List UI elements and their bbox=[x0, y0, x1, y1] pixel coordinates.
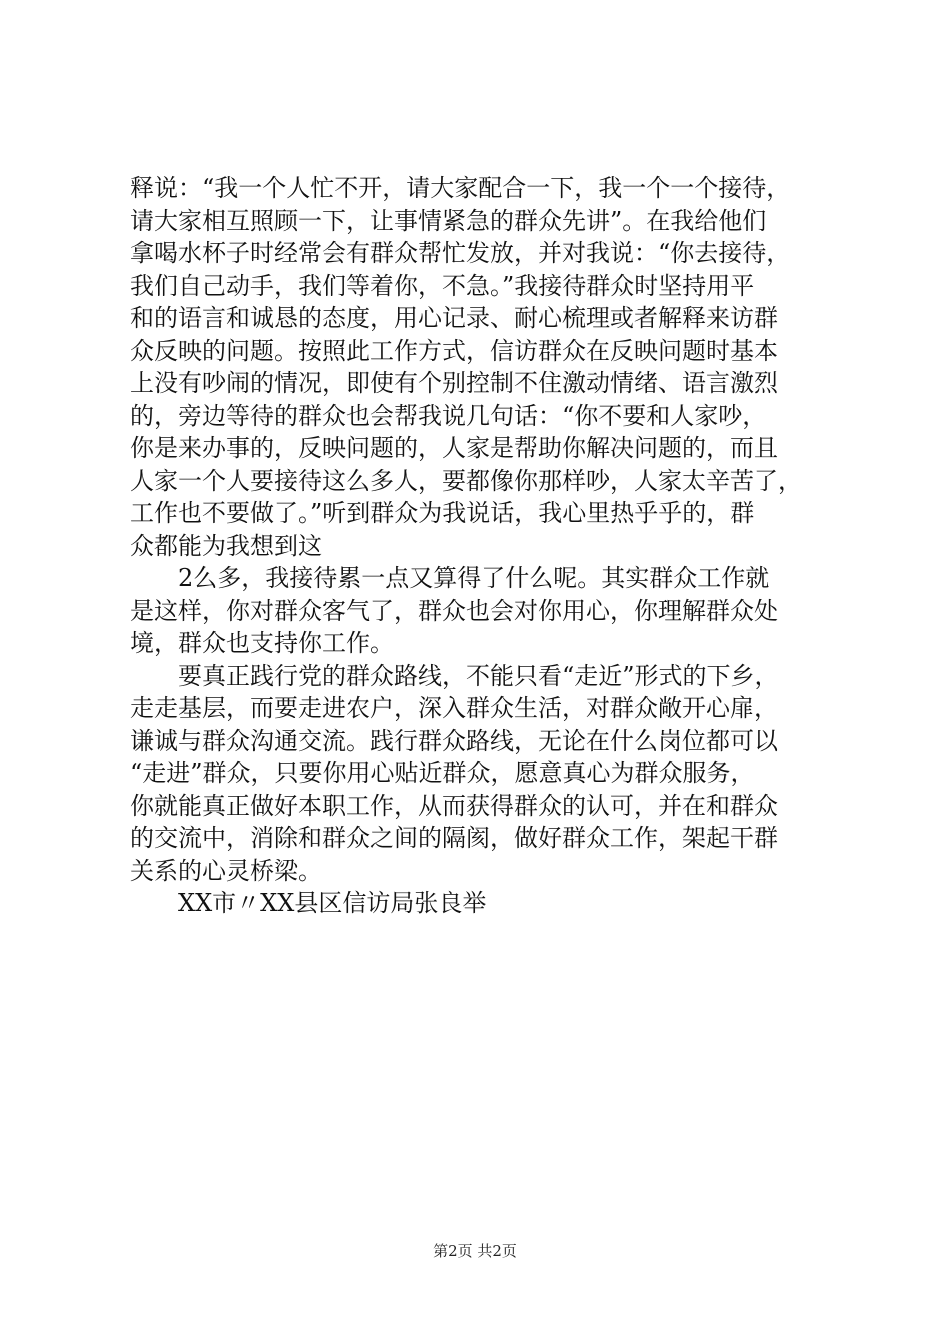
text-line: 你是来办事的，反映问题的，人家是帮助你解决问题的，而且 bbox=[130, 434, 778, 462]
text-line: “走进”群众，只要你用心贴近群众，愿意真心为群众服务， bbox=[130, 759, 755, 787]
text-line: 境，群众也支持你工作。 bbox=[130, 629, 394, 657]
page-number: 第2页 共2页 bbox=[433, 1242, 517, 1260]
text-line: 上没有吵闹的情况，即使有个别控制不住激动情绪、语言激烈 bbox=[130, 369, 778, 397]
text-line: 众反映的问题。按照此工作方式，信访群众在反映问题时基本 bbox=[130, 336, 778, 365]
signature bbox=[130, 887, 830, 920]
paragraph-1 bbox=[130, 172, 830, 562]
text-line: 要真正践行党的群众路线，不能只看“走近”形式的下乡， bbox=[178, 661, 779, 690]
text-line: 谦诚与群众沟通交流。践行群众路线，无论在什么岗位都可以 bbox=[130, 726, 778, 755]
page-footer bbox=[0, 1241, 950, 1261]
paragraph-2 bbox=[130, 562, 830, 660]
text-line: 释说：“我一个人忙不开，请大家配合一下，我一个一个接待， bbox=[130, 174, 791, 202]
signature-line: XX市〃XX县区信访局张良举 bbox=[178, 889, 487, 917]
text-line: 的，旁边等待的群众也会帮我说几句话：“你不要和人家吵， bbox=[130, 401, 767, 430]
text-line: 2么多，我接待累一点又算得了什么呢。其实群众工作就 bbox=[178, 564, 770, 592]
text-line: 请大家相互照顾一下，让事情紧急的群众先讲”。在我给他们 bbox=[130, 206, 767, 235]
text-line: 是这样，你对群众客气了，群众也会对你用心，你理解群众处 bbox=[130, 596, 778, 625]
text-line: 关系的心灵桥梁。 bbox=[130, 856, 322, 885]
text-line: 你就能真正做好本职工作，从而获得群众的认可，并在和群众 bbox=[130, 791, 778, 820]
text-line: 的交流中，消除和群众之间的隔阂，做好群众工作，架起干群 bbox=[130, 824, 778, 852]
text-line: 工作也不要做了。”听到群众为我说话，我心里热乎乎的，群 bbox=[130, 499, 755, 527]
text-line: 走走基层，而要走进农户，深入群众生活，对群众敞开心扉， bbox=[130, 694, 778, 722]
document-body bbox=[130, 172, 830, 920]
text-line: 拿喝水杯子时经常会有群众帮忙发放，并对我说：“你去接待， bbox=[130, 239, 791, 267]
text-line: 和的语言和诚恳的态度，用心记录、耐心梳理或者解释来访群 bbox=[130, 304, 778, 332]
paragraph-3 bbox=[130, 660, 830, 888]
text-line: 我们自己动手，我们等着你，不急。”我接待群众时坚持用平 bbox=[130, 271, 755, 300]
text-line: 众都能为我想到这 bbox=[130, 531, 322, 560]
text-line: 人家一个人要接待这么多人，要都像你那样吵，人家太辛苦了， bbox=[130, 466, 802, 495]
